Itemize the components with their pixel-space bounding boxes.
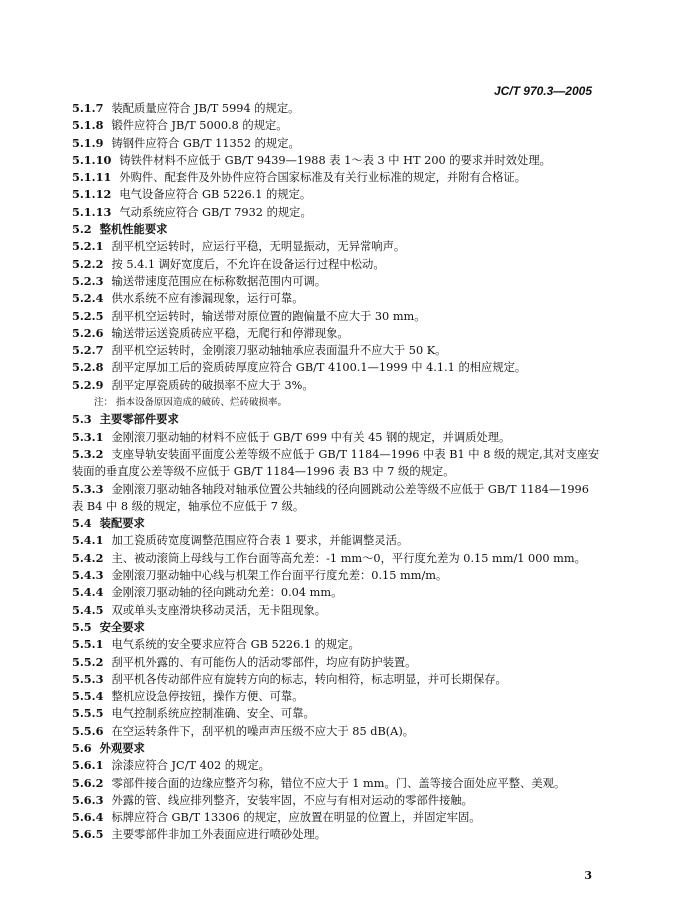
document-body: [72, 100, 602, 844]
clause-number: 5.6: [72, 740, 92, 755]
clause-text: 供水系统不应有渗漏现象，运行可靠。: [111, 292, 304, 306]
clause-line: [72, 602, 602, 619]
clause-line: [72, 429, 602, 446]
clause-line: [72, 135, 602, 152]
clause-text: 气动系统应符合 GB/T 7932 的规定。: [119, 205, 312, 219]
clause-number: 5.2: [72, 222, 92, 237]
clause-line: [72, 550, 602, 567]
clause-text: 整机应设急停按钮，操作方便、可靠。: [111, 690, 304, 704]
section-heading: [72, 515, 602, 532]
clause-number: 5.5.6: [72, 723, 104, 738]
clause-line: [72, 377, 602, 394]
clause-number: 5.6.5: [72, 827, 104, 842]
clause-line: [72, 273, 602, 290]
clause-text: 双或单头支座滑块移动灵活，无卡阻现象。: [111, 603, 327, 617]
clause-text: 零部件接合面的边缘应整齐匀称，错位不应大于 1 mm。门、盖等接合面处应平整、美观。: [111, 776, 566, 790]
clause-line: [72, 238, 602, 255]
clause-number: 5.2.4: [72, 291, 104, 306]
clause-number: 5.6.1: [72, 758, 104, 773]
clause-text: 电气控制系统应控制准确、安全、可靠。: [111, 707, 315, 721]
clause-text: 电气设备应符合 GB 5226.1 的规定。: [119, 188, 312, 202]
clause-number: 5.2.7: [72, 343, 104, 358]
clause-number: 5.5.2: [72, 654, 104, 669]
clause-line: [72, 654, 602, 671]
clause-line: [72, 671, 602, 688]
clause-text: 电气系统的安全要求应符合 GB 5226.1 的规定。: [111, 638, 360, 652]
clause-line: [72, 117, 602, 134]
note-line: 注： 指本设备原因造成的破砖、烂砖破损率。: [94, 397, 288, 409]
clause-number: 5.1.11: [72, 170, 112, 185]
clause-text: 外购件、配套件及外协件应符合国家标准及有关行业标准的规定，并附有合格证。: [119, 171, 527, 185]
clause-line: [72, 308, 602, 325]
clause-number: 5.6.2: [72, 775, 104, 790]
clause-number: 5.3.1: [72, 429, 104, 444]
clause-line: [72, 152, 602, 169]
clause-number: 5.2.8: [72, 360, 104, 375]
clause-text: 主要零部件要求: [99, 412, 179, 427]
clause-number: 5.3.2: [72, 446, 104, 461]
clause-text: 支座导轨安装面平面度公差等级不应低于 GB/T 1184—1996 中表 B1 中 8 级的规定,其对支座安装面的垂直度公差等级不应低于 GB/T 1184—1996 表 B3 中 7 级的规定。: [72, 447, 600, 479]
clause-line: [72, 325, 602, 342]
clause-line: [72, 446, 602, 481]
clause-number: 5.1.12: [72, 187, 112, 202]
clause-number: 5.4: [72, 516, 92, 531]
clause-line: [72, 186, 602, 203]
clause-line: [72, 567, 602, 584]
clause-number: 5.5.3: [72, 671, 104, 686]
section-heading: [72, 740, 602, 757]
clause-number: 5.6.3: [72, 792, 104, 807]
clause-line: [72, 342, 602, 359]
clause-text: 涂漆应符合 JC/T 402 的规定。: [111, 759, 270, 773]
clause-text: 在空运转条件下，刮平机的噪声声压级不应大于 85 dB(A)。: [111, 724, 415, 738]
clause-number: 5.5: [72, 619, 92, 634]
page-number: 3: [584, 869, 592, 882]
clause-line: [72, 688, 602, 705]
clause-text: 刮平机空运转时，金刚滚刀驱动轴轴承应表面温升不应大于 50 K。: [111, 344, 447, 358]
clause-text: 标牌应符合 GB/T 13306 的规定，应放置在明显的位置上，并固定牢固。: [111, 811, 481, 825]
standard-code: JC/T 970.3—2005: [493, 84, 592, 98]
clause-line: [72, 204, 602, 221]
clause-text: 安全要求: [99, 619, 145, 634]
section-heading: [72, 411, 602, 428]
clause-text: 铸钢件应符合 GB/T 11352 的规定。: [111, 136, 300, 150]
clause-number: 5.6.4: [72, 810, 104, 825]
clause-number: 5.1.9: [72, 135, 104, 150]
clause-text: 刮平机外露的、有可能伤人的活动零部件，均应有防护装置。: [111, 655, 417, 669]
clause-text: 按 5.4.1 调好宽度后，不允许在设备运行过程中松动。: [111, 257, 385, 271]
clause-number: 5.3.3: [72, 481, 104, 496]
clause-line: [72, 636, 602, 653]
clause-number: 5.1.8: [72, 118, 104, 133]
section-heading: [72, 619, 602, 636]
clause-number: 5.5.4: [72, 689, 104, 704]
clause-text: 输送带运送瓷质砖应平稳，无爬行和停滞现象。: [111, 326, 349, 340]
clause-text: 外露的管、线应排列整齐，安装牢固，不应与有相对运动的零部件接触。: [111, 793, 473, 807]
clause-number: 5.2.3: [72, 273, 104, 288]
clause-text: 刮平机各传动部件应有旋转方向的标志，转向相符，标志明显，并可长期保存。: [111, 672, 507, 686]
clause-line: [72, 809, 602, 826]
clause-number: 5.4.2: [72, 550, 104, 565]
clause-text: 金刚滚刀驱动轴中心线与机架工作台面平行度允差：0.15 mm/m。: [111, 569, 448, 583]
clause-text: 装配要求: [99, 516, 145, 531]
clause-text: 金刚滚刀驱动轴的材料不应低于 GB/T 699 中有关 45 钢的规定，并调质处理。: [111, 430, 511, 444]
clause-number: 5.4.4: [72, 585, 104, 600]
clause-line: [72, 290, 602, 307]
clause-line: [72, 792, 602, 809]
clause-line: [72, 359, 602, 376]
clause-number: 5.4.5: [72, 602, 104, 617]
clause-number: 5.5.1: [72, 637, 104, 652]
clause-line: [72, 826, 602, 843]
clause-text: 主要零部件非加工外表面应进行喷砂处理。: [111, 828, 327, 842]
clause-text: 主、被动滚筒上母线与工作台面等高允差：-1 mm～0，平行度允差为 0.15 mm/1 000 mm。: [111, 551, 586, 565]
clause-line: [72, 757, 602, 774]
clause-number: 5.2.1: [72, 239, 104, 254]
clause-text: 整机性能要求: [99, 222, 168, 237]
clause-text: 外观要求: [99, 740, 145, 755]
clause-text: 锻件应符合 JB/T 5000.8 的规定。: [111, 119, 288, 133]
clause-number: 5.1.13: [72, 204, 112, 219]
clause-number: 5.2.6: [72, 325, 104, 340]
clause-text: 刮平定厚加工后的瓷质砖厚度应符合 GB/T 4100.1—1999 中 4.1.1 的相应规定。: [111, 361, 527, 375]
section-heading: [72, 221, 602, 238]
clause-number: 5.3: [72, 412, 92, 427]
clause-line: [72, 584, 602, 601]
clause-number: 5.2.5: [72, 308, 104, 323]
clause-text: 铸铁件材料不应低于 GB/T 9439—1988 表 1～表 3 中 HT 200 的要求并时效处理。: [119, 153, 551, 167]
clause-number: 5.5.5: [72, 706, 104, 721]
clause-line: [72, 256, 602, 273]
clause-line: [72, 705, 602, 722]
clause-text: 刮平机空运转时，应运行平稳，无明显振动，无异常响声。: [111, 240, 406, 254]
clause-number: 5.2.2: [72, 256, 104, 271]
clause-text: 刮平定厚瓷质砖的破损率不应大于 3%。: [111, 378, 314, 392]
clause-line: [72, 100, 602, 117]
clause-number: 5.1.7: [72, 101, 104, 115]
clause-number: 5.2.9: [72, 377, 104, 392]
clause-number: 5.4.3: [72, 568, 104, 583]
clause-text: 刮平机空运转时，输送带对原位置的跑偏量不应大于 30 mm。: [111, 309, 426, 323]
clause-text: 金刚滚刀驱动轴各轴段对轴承位置公共轴线的径向圆跳动公差等级不应低于 GB/T 1184—1996 表 B4 中 8 级的规定，轴承位不应低于 7 级。: [72, 482, 589, 513]
clause-line: [72, 532, 602, 549]
clause-text: 金刚滚刀驱动轴的径向跳动允差：0.04 mm。: [111, 586, 343, 600]
clause-line: [72, 775, 602, 792]
clause-text: 加工瓷质砖宽度调整范围应符合表 1 要求，并能调整灵活。: [111, 534, 409, 548]
clause-line: [72, 723, 602, 740]
clause-text: 输送带速度范围应在标称数据范围内可调。: [111, 274, 327, 288]
clause-line: [72, 481, 602, 516]
clause-text: 装配质量应符合 JB/T 5994 的规定。: [111, 102, 300, 115]
clause-number: 5.1.10: [72, 152, 112, 167]
clause-number: 5.4.1: [72, 533, 104, 548]
clause-line: [72, 169, 602, 186]
